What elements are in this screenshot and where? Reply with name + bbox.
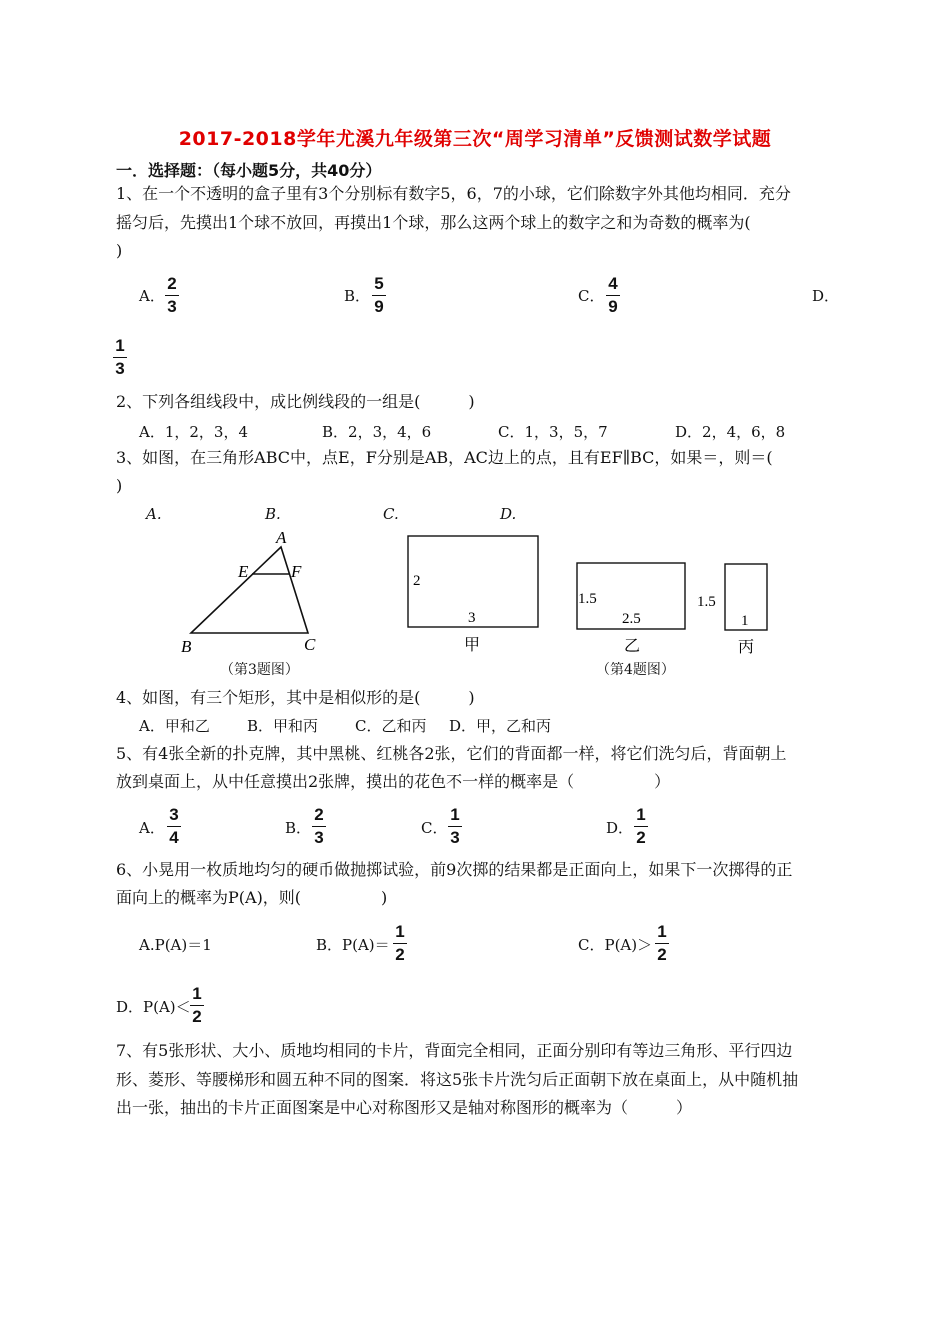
q5-option-a-label: A． <box>139 819 165 837</box>
q3-option-a: A. <box>146 505 162 523</box>
q2-option-b: B．2，3，4，6 <box>322 423 432 441</box>
q7-line3: 出一张，抽出的卡片正面图案是中心对称图形又是轴对称图形的概率为（ ） <box>116 1098 693 1117</box>
q5-option-c-fraction: 1 3 <box>448 805 462 848</box>
q6-option-b-label: B．P(A)＝ <box>316 936 390 954</box>
q4-figure-caption: （第4题图） <box>596 662 675 678</box>
q6-option-d-label: D．P(A)＜ <box>116 998 191 1016</box>
q2-option-c: C．1，3，5，7 <box>498 423 608 441</box>
q3-option-d: D. <box>500 505 517 523</box>
q6-line2: 面向上的概率为P(A)，则( ) <box>116 888 388 907</box>
q4-option-d: D．甲，乙和丙 <box>449 717 552 735</box>
q4-rectangles-figure <box>400 530 780 658</box>
q5-option-d-fraction: 1 2 <box>634 805 648 848</box>
q6-option-a: A.P(A)＝1 <box>139 936 212 954</box>
rect-bing-name: 丙 <box>738 639 755 656</box>
q5-line2: 放到桌面上，从中任意摸出2张牌，摸出的花色不一样的概率是（ ） <box>116 772 671 791</box>
q1-line2: 摇匀后，先摸出1个球不放回，再摸出1个球，那么这两个球上的数字之和为奇数的概率为( <box>116 213 751 232</box>
rect-bing-height: 1.5 <box>697 594 716 610</box>
q3-option-c: C. <box>383 505 399 523</box>
vertex-a-label: A <box>276 528 287 547</box>
q1-option-a-fraction: 2 3 <box>165 274 179 317</box>
q5-option-b-label: B． <box>285 819 312 837</box>
q6-option-c-fraction: 1 2 <box>655 922 669 965</box>
vertex-b-label: B <box>181 637 192 656</box>
q3-triangle-figure <box>170 525 330 660</box>
q5-option-d-label: D． <box>606 819 634 837</box>
page-title: 2017-2018学年尤溪九年级第三次“周学习清单”反馈测试数学试题 <box>178 128 772 150</box>
q5-option-b-fraction: 2 3 <box>312 805 326 848</box>
rect-yi-width: 2.5 <box>622 611 641 627</box>
rect-jia-height: 2 <box>413 573 421 589</box>
q1-option-c-fraction: 4 9 <box>606 274 620 317</box>
q1-option-b-label: B． <box>344 287 371 305</box>
q3-line2: ) <box>116 476 123 495</box>
point-e-label: E <box>238 562 249 581</box>
q3-option-b: B. <box>265 505 281 523</box>
q6-line1: 6、小晃用一枚质地均匀的硬币做抛掷试验，前9次掷的结果都是正面向上，如果下一次掷得的正 <box>116 860 793 879</box>
q4-text: 4、如图，有三个矩形，其中是相似形的是( ) <box>116 688 475 707</box>
q5-option-a-fraction: 3 4 <box>167 805 181 848</box>
q3-figure-caption: （第3题图） <box>220 662 299 678</box>
q4-option-a: A．甲和乙 <box>139 717 210 735</box>
q1-option-d-label: D． <box>812 287 840 305</box>
q2-option-a: A．1，2，3，4 <box>139 423 249 441</box>
point-f-label: F <box>291 562 302 581</box>
q1-line3: ) <box>116 241 123 260</box>
q5-option-c-label: C． <box>421 819 448 837</box>
q7-line2: 形、菱形、等腰梯形和圆五种不同的图案．将这5张卡片洗匀后正面朝下放在桌面上，从中随机抽 <box>116 1070 799 1089</box>
q1-option-d-fraction: 1 3 <box>113 336 127 379</box>
rect-yi-name: 乙 <box>624 638 641 655</box>
q1-option-a-label: A． <box>139 287 165 305</box>
q2-text: 2、下列各组线段中，成比例线段的一组是( ) <box>116 392 475 411</box>
q3-line1: 3、如图，在三角形ABC中，点E，F分别是AB，AC边上的点，且有EF∥BC，如果＝，则＝( <box>116 448 773 467</box>
rect-jia-width: 3 <box>468 610 476 626</box>
q7-line1: 7、有5张形状、大小、质地均相同的卡片，背面完全相同，正面分别印有等边三角形、平行四边 <box>116 1041 793 1060</box>
rect-yi-height: 1.5 <box>578 591 597 607</box>
vertex-c-label: C <box>304 635 316 654</box>
q6-option-b-fraction: 1 2 <box>393 922 407 965</box>
q4-option-b: B．甲和丙 <box>247 717 319 735</box>
triangle-abc <box>191 547 308 633</box>
q6-option-d-fraction: 1 2 <box>190 984 204 1027</box>
q1-option-b-fraction: 5 9 <box>372 274 386 317</box>
q6-option-c-label: C．P(A)＞ <box>578 936 653 954</box>
rect-bing-width: 1 <box>741 613 749 629</box>
q4-option-c: C．乙和丙 <box>355 717 427 735</box>
q1-option-c-label: C． <box>578 287 605 305</box>
q5-line1: 5、有4张全新的扑克牌，其中黑桃、红桃各2张，它们的背面都一样，将它们洗匀后，背面朝上 <box>116 744 787 763</box>
rect-jia-name: 甲 <box>464 637 481 654</box>
q2-option-d: D．2，4，6，8 <box>675 423 786 441</box>
q1-line1: 1、在一个不透明的盒子里有3个分别标有数字5，6，7的小球，它们除数字外其他均相同．充分 <box>116 184 791 203</box>
section-heading: 一．选择题：（每小题5分，共40分） <box>116 161 382 180</box>
